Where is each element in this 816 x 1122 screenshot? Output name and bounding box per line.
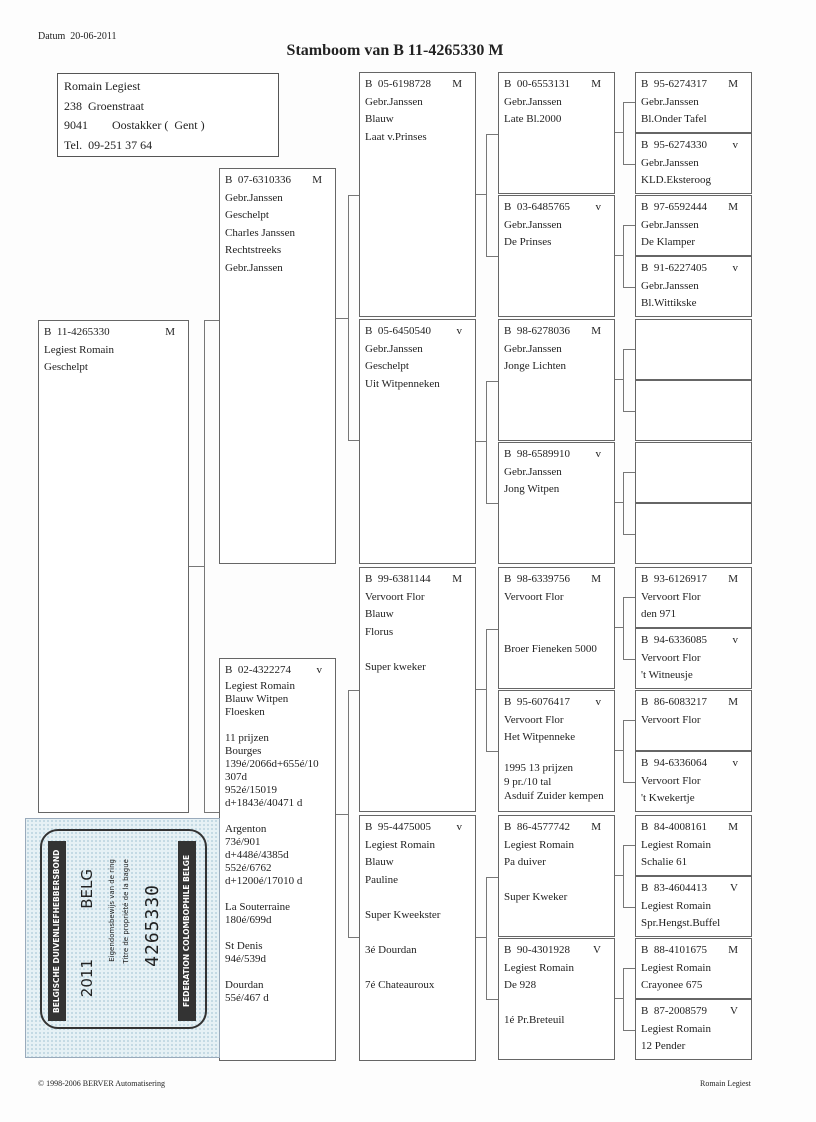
ring-card-stamp <box>25 818 220 1058</box>
page-title: Stamboom van B 11-4265330 M <box>286 42 504 59</box>
connector-line <box>486 751 498 752</box>
bird-info-line: Legiest Romain <box>44 343 114 356</box>
bird-info-line: KLD.Eksteroog <box>641 174 711 186</box>
ring-card-left-band: BELGISCHE DUIVENLIEFHEBBERSBOND <box>48 841 66 1021</box>
bird-info-line: Legiest Romain <box>365 838 435 851</box>
bird-info-line: Rechtstreeks <box>225 244 282 256</box>
ring-number: B 88-4101675 <box>641 944 707 956</box>
connector-line <box>476 689 486 690</box>
connector-line <box>476 937 486 938</box>
bird-info-line: 73é/901 <box>225 835 261 848</box>
ring-number: B 93-6126917 <box>641 573 707 585</box>
connector-line <box>615 502 623 503</box>
bird-info-line: Blauw Witpen <box>225 692 289 705</box>
ring-number: B 98-6278036 <box>504 325 570 337</box>
ring-number: B 86-4577742 <box>504 821 570 833</box>
bird-info-line: 552é/6762 <box>225 861 272 874</box>
owner-address-box <box>57 73 279 157</box>
sex-label: M <box>728 821 738 833</box>
sex-label: M <box>452 78 462 90</box>
ring-number-row <box>641 199 746 217</box>
bird-info-line: Gebr.Janssen <box>365 342 423 355</box>
ring-number: B 91-6227405 <box>641 262 707 274</box>
sex-label: v <box>732 262 738 274</box>
connector-line <box>486 256 498 257</box>
sex-label: M <box>452 573 462 585</box>
grandparent-box <box>359 815 476 1061</box>
bird-info-line: Jong Witpen <box>504 483 560 495</box>
great-great-grandparent-box <box>635 133 752 194</box>
owner-street: 238 Groenstraat <box>64 98 144 113</box>
connector-line <box>348 195 359 196</box>
ring-number-row <box>44 324 183 342</box>
ring-number: B 95-4475005 <box>365 821 431 833</box>
grandparent-box <box>359 72 476 317</box>
sex-label: v <box>316 664 322 676</box>
sex-label: M <box>591 573 601 585</box>
ring-number: B 07-6310336 <box>225 174 291 186</box>
ring-number-row <box>641 632 746 650</box>
owner-phone: Tel. 09-251 37 64 <box>64 137 153 152</box>
connector-line <box>615 379 623 380</box>
sex-label: v <box>732 634 738 646</box>
bird-info-line: Broer Fieneken 5000 <box>504 643 597 655</box>
connector-line <box>623 968 624 1030</box>
ring-number-row <box>641 880 746 898</box>
bird-info-line: d+448é/4385d <box>225 848 289 861</box>
bird-info-line: 7é Chateauroux <box>365 978 435 991</box>
blank-line <box>504 995 609 1013</box>
connector-line <box>348 690 349 937</box>
bird-info-line: Gebr.Janssen <box>504 95 562 108</box>
great-great-grandparent-box <box>635 442 752 503</box>
ring-number-row <box>504 942 609 960</box>
connector-line <box>486 629 498 630</box>
date-label: Datum 20-06-2011 <box>38 31 117 42</box>
bird-info-line: Spr.Hengst.Buffel <box>641 917 721 929</box>
ring-number: B 97-6592444 <box>641 201 707 213</box>
connector-line <box>623 225 635 226</box>
bird-info-line: Gebr.Janssen <box>365 95 423 108</box>
bird-info-line: Vervoort Flor <box>641 590 701 603</box>
bird-info-line: La Souterraine <box>225 900 291 913</box>
great-grandparent-box <box>498 567 615 689</box>
ring-number-row <box>504 819 609 837</box>
connector-line <box>623 720 635 721</box>
ring-number: B 98-6339756 <box>504 573 570 585</box>
great-great-grandparent-box <box>635 690 752 751</box>
bird-info-line: Geschelpt <box>44 361 88 373</box>
bird-info-line: Legiest Romain <box>504 838 574 851</box>
sex-label: M <box>165 326 175 338</box>
ring-number: B 02-4322274 <box>225 664 291 676</box>
sex-label: M <box>728 201 738 213</box>
connector-line <box>486 629 487 751</box>
connector-line <box>204 812 219 813</box>
connector-line <box>623 411 635 412</box>
sex-label: V <box>730 1005 738 1017</box>
ring-number-row <box>641 571 746 589</box>
owner-name: Romain Legiest <box>64 79 141 93</box>
bird-info-line: Super Kweker <box>504 891 568 903</box>
blank-line <box>504 747 609 761</box>
bird-info-line: Gebr.Janssen <box>641 95 699 108</box>
bird-info-line: Legiest Romain <box>641 899 711 912</box>
sex-label: M <box>591 821 601 833</box>
ring-number-row <box>641 819 746 837</box>
ring-card-caption-fr: Titre de propriété de la bague <box>122 859 130 964</box>
bird-info-line: Legiest Romain <box>225 679 295 692</box>
connector-line <box>623 349 624 411</box>
connector-line <box>486 877 487 999</box>
bird-info-line: 94é/539d <box>225 952 266 965</box>
bird-info-line: 1é Pr.Breteuil <box>504 1014 565 1026</box>
sex-label: v <box>595 696 601 708</box>
ring-number-row <box>365 76 470 94</box>
great-great-grandparent-box <box>635 938 752 999</box>
great-grandparent-box <box>498 815 615 937</box>
bird-info-line: Gebr.Janssen <box>225 191 283 204</box>
owner-footer: Romain Legiest <box>700 1079 751 1088</box>
bird-info-line: 12 Pender <box>641 1040 686 1052</box>
great-great-grandparent-box <box>635 628 752 689</box>
connector-line <box>486 381 487 503</box>
ring-number-row <box>641 694 746 712</box>
connector-line <box>615 750 623 751</box>
bird-info-line: Late Bl.2000 <box>504 113 562 125</box>
blank-line <box>225 927 330 940</box>
connector-line <box>623 782 635 783</box>
bird-info-line: 139é/2066d+655é/10 <box>225 757 319 770</box>
sex-label: M <box>591 325 601 337</box>
connector-line <box>486 877 498 878</box>
connector-line <box>486 381 498 382</box>
bird-info-line: Vervoort Flor <box>641 651 701 664</box>
connector-line <box>623 597 635 598</box>
ring-number-row <box>641 755 746 773</box>
ring-card-caption-nl: Eigendomsbewijs van de ring <box>108 859 116 962</box>
blank-line <box>504 606 609 624</box>
bird-info-line: Crayonee 675 <box>641 979 703 991</box>
connector-line <box>476 194 486 195</box>
bird-info-line: Geschelpt <box>225 209 269 221</box>
bird-info-line: 55é/467 d <box>225 991 269 1004</box>
grandparent-box <box>359 567 476 812</box>
connector-line <box>189 566 204 567</box>
connector-line <box>204 320 205 813</box>
connector-line <box>486 134 487 256</box>
connector-line <box>623 968 635 969</box>
grandparent-box <box>359 319 476 564</box>
bird-info-line: Floesken <box>225 705 265 718</box>
ring-number: B 86-6083217 <box>641 696 707 708</box>
blank-line <box>225 810 330 823</box>
blank-line <box>365 959 470 977</box>
connector-line <box>623 1030 635 1031</box>
bird-info-line: Super kweker <box>365 660 426 673</box>
connector-line <box>336 814 348 815</box>
bird-info-line: Charles Janssen <box>225 226 295 239</box>
great-great-grandparent-box <box>635 876 752 937</box>
connector-line <box>486 999 498 1000</box>
connector-line <box>615 875 623 876</box>
connector-line <box>623 845 624 907</box>
blank-line <box>225 966 330 979</box>
bird-info-line: Schalie 61 <box>641 856 688 868</box>
bird-info-line: De 928 <box>504 979 537 991</box>
bird-info-line: Bourges <box>225 744 262 757</box>
ring-number: B 00-6553131 <box>504 78 570 90</box>
ring-number-row <box>504 571 609 589</box>
ring-number: B 11-4265330 <box>44 326 110 338</box>
great-grandparent-box <box>498 690 615 812</box>
blank-line <box>504 872 609 890</box>
bird-info-line: Laat v.Prinses <box>365 130 427 143</box>
connector-line <box>615 627 623 628</box>
bird-info-line: Vervoort Flor <box>365 590 425 603</box>
connector-line <box>623 472 635 473</box>
connector-line <box>615 255 623 256</box>
connector-line <box>623 102 624 164</box>
ring-number-row <box>504 199 609 217</box>
bird-info-line: De Prinses <box>504 236 552 248</box>
sex-label: M <box>312 174 322 186</box>
blank-line <box>365 889 470 907</box>
bird-info-line: d+1200é/17010 d <box>225 874 303 887</box>
bird-info-line: Blauw <box>365 856 394 868</box>
bird-info-line: Geschelpt <box>365 360 409 372</box>
bird-info-line: Gebr.Janssen <box>641 218 699 231</box>
great-great-grandparent-box <box>635 751 752 812</box>
connector-line <box>623 845 635 846</box>
bird-info-line: Gebr.Janssen <box>225 261 283 274</box>
bird-info-line: Blauw <box>365 113 394 125</box>
ring-number-row <box>365 571 470 589</box>
ring-number: B 87-2008579 <box>641 1005 707 1017</box>
ring-number: B 84-4008161 <box>641 821 707 833</box>
bird-info-line: Uit Witpenneken <box>365 377 440 390</box>
ring-number: B 95-6076417 <box>504 696 570 708</box>
owner-city: 9041 Oostakker ( Gent ) <box>64 118 205 132</box>
bird-info-line: Super Kweekster <box>365 908 441 921</box>
ring-number-row <box>504 446 609 464</box>
bird-info-line: Gebr.Janssen <box>504 465 562 478</box>
great-grandparent-box <box>498 938 615 1060</box>
connector-line <box>348 937 359 938</box>
ring-number: B 03-6485765 <box>504 201 570 213</box>
blank-line <box>504 624 609 642</box>
ring-number-row <box>641 137 746 155</box>
connector-line <box>348 690 359 691</box>
bird-info-line: Bl.Onder Tafel <box>641 113 707 125</box>
bird-info-line: Argenton <box>225 822 267 835</box>
ring-number-row <box>365 323 470 341</box>
bird-info-line: 952é/15019 <box>225 783 277 796</box>
bird-info-line: Legiest Romain <box>504 961 574 974</box>
great-great-grandparent-box <box>635 319 752 380</box>
connector-line <box>348 440 359 441</box>
blank-line <box>225 719 330 732</box>
connector-line <box>615 132 623 133</box>
bird-info-line: De Klamper <box>641 236 696 248</box>
connector-line <box>623 287 635 288</box>
blank-line <box>365 924 470 942</box>
bird-info-line: Vervoort Flor <box>641 713 701 726</box>
bird-info-line: den 971 <box>641 608 677 620</box>
bird-info-line: Gebr.Janssen <box>504 342 562 355</box>
connector-line <box>623 907 635 908</box>
copyright-footer: © 1998-2006 BERVER Automatisering <box>38 1079 165 1088</box>
ring-number: B 05-6198728 <box>365 78 431 90</box>
sex-label: v <box>732 757 738 769</box>
ring-number-row <box>641 260 746 278</box>
bird-info-line: Pa duiver <box>504 856 546 868</box>
ring-number-row <box>225 172 330 190</box>
bird-info-line: Legiest Romain <box>641 961 711 974</box>
great-great-grandparent-box <box>635 380 752 441</box>
blank-line <box>225 888 330 901</box>
bird-info-line: Pauline <box>365 873 398 886</box>
bird-info-line: Bl.Wittikske <box>641 297 697 309</box>
connector-line <box>486 134 498 135</box>
bird-info-line: 307d <box>225 770 247 783</box>
bird-info-line: 180é/699d <box>225 913 272 926</box>
great-great-grandparent-box <box>635 567 752 628</box>
connector-line <box>476 441 486 442</box>
bird-info-line: Jonge Lichten <box>504 360 567 372</box>
bird-info-line: d+1843é/40471 d <box>225 796 303 809</box>
connector-line <box>623 659 635 660</box>
ring-number-row <box>504 323 609 341</box>
bird-info-line: Vervoort Flor <box>504 713 564 726</box>
bird-info-line: Asduif Zuider kempen <box>504 789 604 802</box>
ring-card-country: BELG <box>78 869 96 909</box>
connector-line <box>204 320 219 321</box>
connector-line <box>623 472 624 534</box>
bird-info-line: Blauw <box>365 608 394 620</box>
great-grandparent-box <box>498 72 615 194</box>
ring-number: B 05-6450540 <box>365 325 431 337</box>
great-great-grandparent-box <box>635 999 752 1060</box>
bird-info-line: Gebr.Janssen <box>641 156 699 169</box>
sex-label: V <box>593 944 601 956</box>
connector-line <box>615 998 623 999</box>
ring-number-row <box>504 694 609 712</box>
sex-label: v <box>595 201 601 213</box>
great-great-grandparent-box <box>635 72 752 133</box>
ring-number-row <box>641 942 746 960</box>
ring-number: B 94-6336064 <box>641 757 707 769</box>
connector-line <box>486 503 498 504</box>
sex-label: v <box>732 139 738 151</box>
great-grandparent-box <box>498 195 615 317</box>
great-great-grandparent-box <box>635 503 752 564</box>
dam-box <box>219 658 336 1061</box>
bird-info-line: Gebr.Janssen <box>504 218 562 231</box>
bird-info-line: 't Kwekertje <box>641 792 695 804</box>
ring-card-right-band: FEDERATION COLOMBOPHILE BELGE <box>178 841 196 1021</box>
sex-label: M <box>728 944 738 956</box>
great-grandparent-box <box>498 442 615 564</box>
bird-info-line: Legiest Romain <box>641 838 711 851</box>
ring-number: B 95-6274317 <box>641 78 707 90</box>
ring-number: B 94-6336085 <box>641 634 707 646</box>
bird-info-line: 1995 13 prijzen <box>504 761 574 774</box>
bird-info-line: 9 pr./10 tal <box>504 775 552 788</box>
ring-number: B 95-6274330 <box>641 139 707 151</box>
connector-line <box>623 225 624 287</box>
ring-number-row <box>365 819 470 837</box>
sex-label: M <box>728 573 738 585</box>
bird-info-line: 3é Dourdan <box>365 943 417 956</box>
ring-card-number: 4265330 <box>142 884 163 967</box>
great-great-grandparent-box <box>635 195 752 256</box>
subject-bird-box <box>38 320 189 813</box>
great-grandparent-box <box>498 319 615 441</box>
bird-info-line: 11 prijzen <box>225 731 269 744</box>
connector-line <box>623 534 635 535</box>
ring-number-row <box>504 76 609 94</box>
connector-line <box>623 164 635 165</box>
ring-number: B 98-6589910 <box>504 448 570 460</box>
bird-info-line: Vervoort Flor <box>641 774 701 787</box>
sex-label: M <box>591 78 601 90</box>
blank-line <box>365 641 470 659</box>
connector-line <box>348 195 349 440</box>
bird-info-line: St Denis <box>225 939 263 952</box>
sex-label: M <box>728 696 738 708</box>
bird-info-line: Vervoort Flor <box>504 590 564 603</box>
connector-line <box>623 720 624 782</box>
ring-number-row <box>225 662 330 680</box>
bird-info-line: Gebr.Janssen <box>641 279 699 292</box>
bird-info-line: Dourdan <box>225 978 264 991</box>
great-great-grandparent-box <box>635 815 752 876</box>
ring-number: B 90-4301928 <box>504 944 570 956</box>
sex-label: M <box>728 78 738 90</box>
bird-info-line: Het Witpenneke <box>504 731 576 743</box>
connector-line <box>623 349 635 350</box>
sex-label: v <box>456 821 462 833</box>
ring-number: B 99-6381144 <box>365 573 431 585</box>
great-great-grandparent-box <box>635 256 752 317</box>
sire-box <box>219 168 336 564</box>
connector-line <box>623 597 624 659</box>
bird-info-line: Legiest Romain <box>641 1022 711 1035</box>
sex-label: v <box>595 448 601 460</box>
ring-number-row <box>641 1003 746 1021</box>
bird-info-line: 't Witneusje <box>641 669 693 681</box>
ring-number-row <box>641 76 746 94</box>
connector-line <box>336 318 348 319</box>
sex-label: v <box>456 325 462 337</box>
bird-info-line: Florus <box>365 625 394 638</box>
sex-label: V <box>730 882 738 894</box>
ring-card-year: 2011 <box>78 959 96 998</box>
ring-number: B 83-4604413 <box>641 882 707 894</box>
connector-line <box>623 102 635 103</box>
